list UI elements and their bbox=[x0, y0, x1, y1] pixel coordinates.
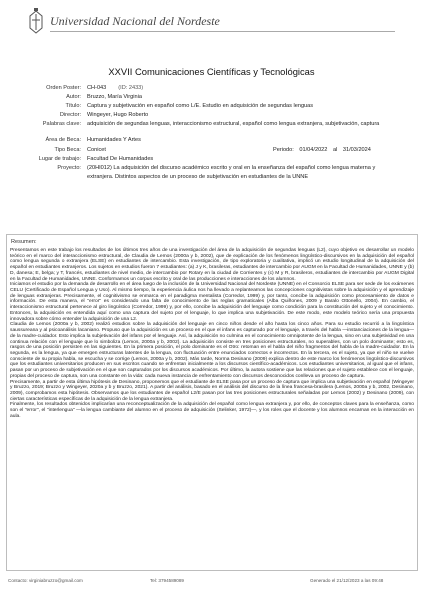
orden-poster-row bbox=[0, 84, 423, 93]
resumen-paragraph: Precisamente, a partir de esta última hipótesis de Desinano, proponemos que el estudiante de ELSE pasa por un proceso de captura que implica una subjetivación en español (Wingeyer y Bruzzo, 2019; Bruzzo y Wingeyer, 2020a y b y Bruzzo, 2021). A partir del análisis, basado en el análisis del discurso de la línea francesa-brasilera (Lemos, 2000a y b, 2002, Desinano, 2009), comprobamos esta hipótesis. Observamos que los estudiantes de español L2/E pasan por las tres posiciones estructurales señaladas por Lemos (2002) y Desinano (2009), con ciertas características específicas de la adquisición de la lengua extranjera. bbox=[10, 379, 414, 402]
footer-tel: Tel: 3794589089 bbox=[150, 578, 184, 583]
orden-poster-code: CH-043 bbox=[87, 85, 107, 91]
tipo-beca-value: Conicet bbox=[87, 146, 106, 153]
director-value: Wingeyer, Hugo Roberto bbox=[87, 112, 149, 119]
orden-poster-value bbox=[87, 84, 143, 93]
resumen-paragraph: Iniciamos el estudio por la demanda de desarrollo en el área luego de la inclusión de la Universidad Nacional del Nordeste (UNNE) en el Consorcio ELSE para ser sede de los exámenes CELU (Certificado de Español Lengua y Uso). Al mismo tiempo, la experiencia áulica nos ha llevado a replantearnos las concepciones cognitivistas sobre la adquisición y el aprendizaje de lenguas extranjeras. Precisamente, el cognitivismo se enmarca en el paradigma mentalista (Corredor, 1999) y, por tanto, concibe la adquisición como procesamiento de datos e información. De esta manera, el "error" es considerado una falta de conocimiento de las reglas gramaticales (Alba Quiñones, 2009 y Baralo Ottonello, 2004). En cambio, el interaccionismo estructural pertenece al giro lingüístico (Corredor, 1999) y, por ello, concibe la adquisición del lenguaje como condición para la constitución del sujeto y el conocimiento. Entonces, la adquisición es entendida aquí como una captura del sujeto por el lenguaje, lo que implica una subjetivación. De este modo, este modelo teórico sería una propuesta innovadora sobre cómo entender la adquisición de una L2. bbox=[10, 282, 414, 322]
periodo-label: Periodo: bbox=[273, 146, 294, 153]
footer-generated: Generado el 21/12/2023 a las 09:48 bbox=[310, 578, 384, 583]
titulo-label: Título: bbox=[65, 103, 81, 110]
event-title: XXVII Comunicaciones Científicas y Tecnológicas bbox=[108, 66, 315, 77]
footer-contact: Contacto: virginiabruzzo@gmail.com bbox=[8, 578, 83, 583]
metadata-table bbox=[0, 84, 423, 182]
area-value: Humanidades Y Artes bbox=[87, 137, 141, 144]
palabras-clave-label: Palabras clave: bbox=[42, 121, 81, 128]
area-label: Área de Beca: bbox=[45, 137, 81, 144]
palabras-clave-row bbox=[0, 120, 423, 129]
resumen-paragraph: Finalmente, los resultados obtenidos implicarían una reconceptualización de la adquisición del español como lengua extranjera y, por ello, de conceptos claves para la enseñanza, como son el "error", el "interlengua" —la lengua cambiante del alumno en el proceso de adquisición (Selinker, 1972)—, y los roles que el docente y los alumnos encarnan en la interacción en aula. bbox=[10, 402, 414, 419]
orden-poster-id: (ID: 2433) bbox=[118, 85, 144, 91]
titulo-value: Captura y subjetivación en español como L/E. Estudio en adquisición de segundas lenguas bbox=[87, 103, 314, 110]
header-divider bbox=[50, 31, 395, 32]
periodo-to: 31/03/2024 bbox=[342, 146, 371, 153]
palabras-clave-value: adquisición de segundas lenguas, interaccionismo estructural, español como lengua extranjera, subjetivación, captura bbox=[87, 121, 380, 128]
autor-label: Autor: bbox=[66, 94, 81, 101]
resumen-box bbox=[6, 234, 418, 571]
periodo-from: 01/04/2022 bbox=[299, 146, 328, 153]
autor-row bbox=[0, 93, 423, 102]
orden-poster-label: Orden Poster: bbox=[46, 85, 81, 91]
resumen-text bbox=[10, 248, 414, 420]
resumen-label: Resumen: bbox=[11, 239, 37, 245]
autor-value: Bruzzo, María Virginia bbox=[87, 94, 142, 101]
proyecto-label: Proyecto: bbox=[57, 164, 81, 171]
university-header bbox=[28, 8, 395, 38]
tipo-beca-row bbox=[0, 146, 423, 155]
director-label: Director: bbox=[59, 112, 81, 119]
periodo-sep: al bbox=[332, 146, 338, 153]
proyecto-row bbox=[0, 164, 423, 182]
university-name: Universidad Nacional del Nordeste bbox=[50, 14, 220, 28]
resumen-paragraph: Claudia de Lemos (2000a y b, 2002) realizó estudios sobre la adquisición del lenguaje en cinco niños desde el año hasta los cinco años. Para su estudio recurrió a la lingüística saussureana y al psicoanálisis lacaniano. Propuso que la adquisición es un proceso en el que el infans es capturado por el lenguaje, a través del habla —instanciaciones de la lengua— de la madre-cuidador. Esto implica la subjetivación del infans por el lenguaje. Así, la adquisición no culmina en el conocimiento omnipotente de la lengua, sino en una subjetividad en una continua relación con el lenguaje que lo simboliza (Lemos, 2000a y b, 2002). La adquisición consiste en tres posiciones estructurales, no superables, con un polo dominante; esto es, rasgos de una posición persisten en las siguientes. En la primera posición, el polo dominante es el Otro: retoman en el habla del niño fragmentos del habla de la madre-cuidador. En la segunda, es la lengua, ya que emergen estructuras latentes de la lengua, con fluctuación entre enunciados correctos e incorrectos. En la tercera, es el sujeto, ya que el niño se vuelve consciente de su propia habla, se escucha y se corrige (Lemos, 2000a y b, 2002). Más tarde, Norma Desinano (2009) explica dentro de este marco los fenómenos lingüístico-discursivos que los estudiantes universitarios producen en sus escritos cuando se enfrentan inicialmente a los discursos científico-académicos. Los estudiantes universitarios, al igual que el infans, pasan por un proceso de subjetivación en el que son capturados por los discursos académicos. Por último, la autora sostiene que las relaciones que el sujeto establece con el lenguaje, propias del proceso de captura, son una constante en la vida: cada nueva instancia de enfrentamiento con discursos desconocidos conlleva un proceso de captura. bbox=[10, 322, 414, 379]
resumen-paragraph: Presentamos en este trabajo los resultados de los últimos tres años de una investigación del área de la adquisición de segundas lenguas (L2), cuyo objetivo es desarrollar un modelo teórico en el marco del interaccionismo estructural, de Claudia de Lemos (2000a y b, 2002), que de explicación de los fenómenos lingüístico-discursivos en la adquisición del español como lengua segunda o extranjera (ELSE) en estudiantes de intercambio. Esta investigación, de tipo exploratoria y cualitativa, implicó un estudio longitudinal de la adquisición del español en estudiantes extranjeros. Los sujetos en estudios fueron 7 estudiantes: (a) J y K, brasileras, estudiantes de intercambio por AUGM en la Facultad de Humanidades, UNNE y (b) D, danesa; E, belga; y T, francés, estudiantes de nivel medio, de intercambio por Rotary en la ciudad de Corrientes y (c) M y R, brasileros, estudiantes de intercambio por AUGM Digital en la Facultad de Humanidades, UNNE. Conformamos un corpus escrito y oral de las producciones e interacciones de los alumnos. bbox=[10, 248, 414, 282]
periodo bbox=[273, 146, 375, 155]
lugar-label: Lugar de trabajo: bbox=[38, 155, 81, 162]
tipo-beca-label: Tipo Beca: bbox=[54, 146, 81, 153]
lugar-row bbox=[0, 155, 423, 164]
lugar-value: Facultad De Humanidades bbox=[87, 155, 154, 162]
director-row bbox=[0, 111, 423, 120]
university-seal-icon bbox=[28, 8, 44, 34]
titulo-row bbox=[0, 102, 423, 111]
proyecto-value: (20HI012) La adquisición del discurso académico escrito y oral en la enseñanza del español como lengua materna y extranjera. Distintos aspectos de un proceso de subjetivación en estudiantes de la UNNE bbox=[87, 164, 376, 180]
area-row bbox=[0, 136, 423, 145]
